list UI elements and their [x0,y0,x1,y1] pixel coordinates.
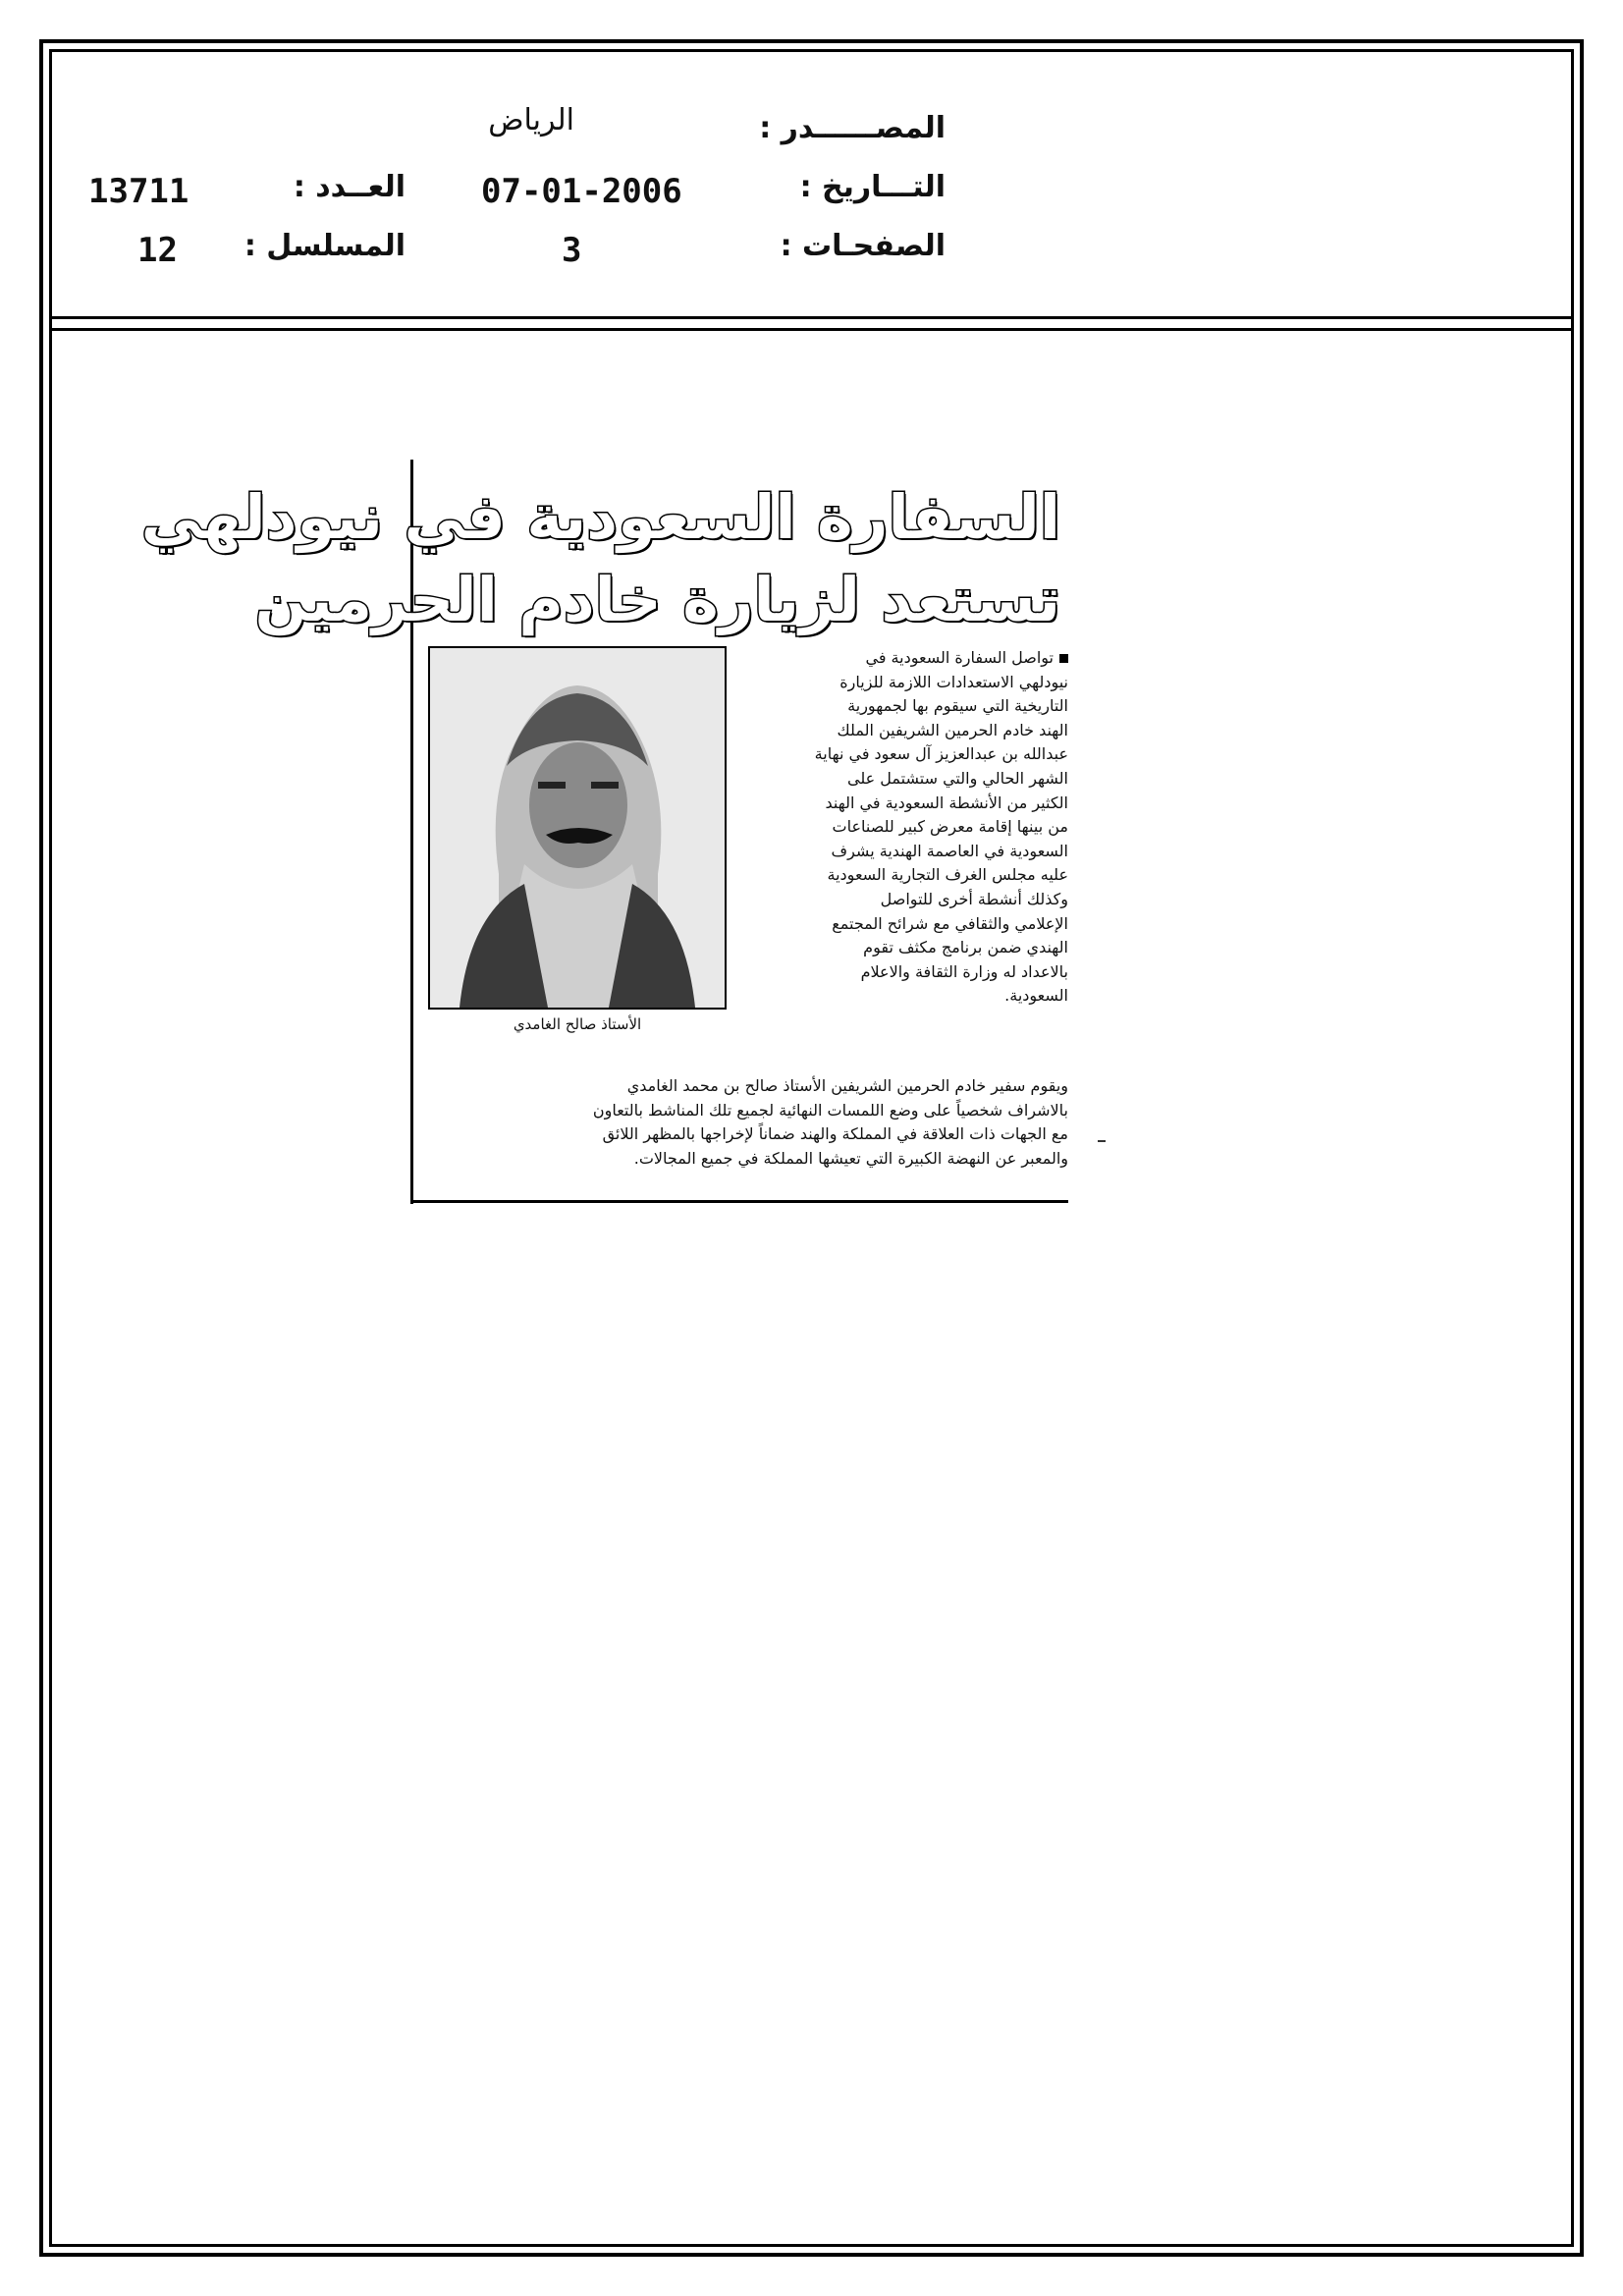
pages-label: الصفحـات : [780,229,946,263]
serial-value: 12 [137,231,178,270]
date-label: التـــاريخ : [799,170,946,204]
issue-label: العــدد : [293,170,406,204]
serial-label: المسلسل : [243,229,406,263]
article-line: الكثير من الأنشطة السعودية في الهند [825,793,1068,812]
article-line: بالاعداد له وزارة الثقافة والاعلام [860,961,1068,981]
article-line: نيودلهي الاستعدادات اللازمة للزيارة [839,672,1068,691]
article-line: تواصل السفارة السعودية في [738,646,1068,671]
article-line: السعودية. [1004,986,1068,1006]
photo-caption: الأستاذ صالح الغامدي [513,1015,642,1033]
article-line: الشهر الحالي والتي ستشتمل على [847,768,1068,788]
article-column [738,646,1068,1009]
headline-line-1: السفارة السعودية في نيودلهي [140,481,1060,553]
article-line: والمعبر عن النهضة الكبيرة التي تعيشها المملكة في جميع المجالات. [633,1148,1068,1168]
article-line: ويقوم سفير خادم الحرمين الشريفين الأستاذ صالح بن محمد الغامدي [626,1076,1068,1095]
article-line: الهند خادم الحرمين الشريفين الملك [837,720,1068,739]
headline-line-2: تستعد لزيارة خادم الحرمين [254,564,1060,635]
article-line: مع الجهات ذات العلاقة في المملكة والهند ضماناً لإخراجها بالمظهر اللائق [602,1124,1068,1144]
article-wide-paragraph [424,1074,1068,1171]
portrait-illustration [430,648,725,1008]
article-line: بالاشراف شخصياً على وضع اللمسات النهائية لجميع تلك المناشط بالتعاون [592,1100,1068,1120]
source-value: الرياض [488,103,574,137]
article-line: عليه مجلس الغرف التجارية السعودية [827,865,1068,885]
article-line: التاريخية التي سيقوم بها لجمهورية [847,696,1068,716]
article-line: السعودية في العاصمة الهندية يشرف [831,841,1068,860]
bullet-icon [1059,654,1068,663]
portrait-photo [428,646,727,1010]
date-value: 07-01-2006 [481,172,682,211]
clip-border-bottom [410,1200,1068,1203]
header-divider-bottom [49,328,1574,331]
issue-value: 13711 [88,172,189,211]
article-line: من بينها إقامة معرض كبير للصناعات [832,817,1068,837]
article-line: عبدالله بن عبدالعزيز آل سعود في نهاية [814,744,1068,764]
article-line: الهندي ضمن برنامج مكثف تقوم [863,938,1068,957]
pages-value: 3 [562,231,582,270]
scan-artifact [1098,1140,1106,1142]
article-line: وكذلك أنشطة أخرى للتواصل [880,889,1068,908]
source-label: المصــــــدر : [759,111,946,145]
header-divider-top [49,316,1574,319]
article-line: الإعلامي والثقافي مع شرائح المجتمع [832,913,1068,933]
